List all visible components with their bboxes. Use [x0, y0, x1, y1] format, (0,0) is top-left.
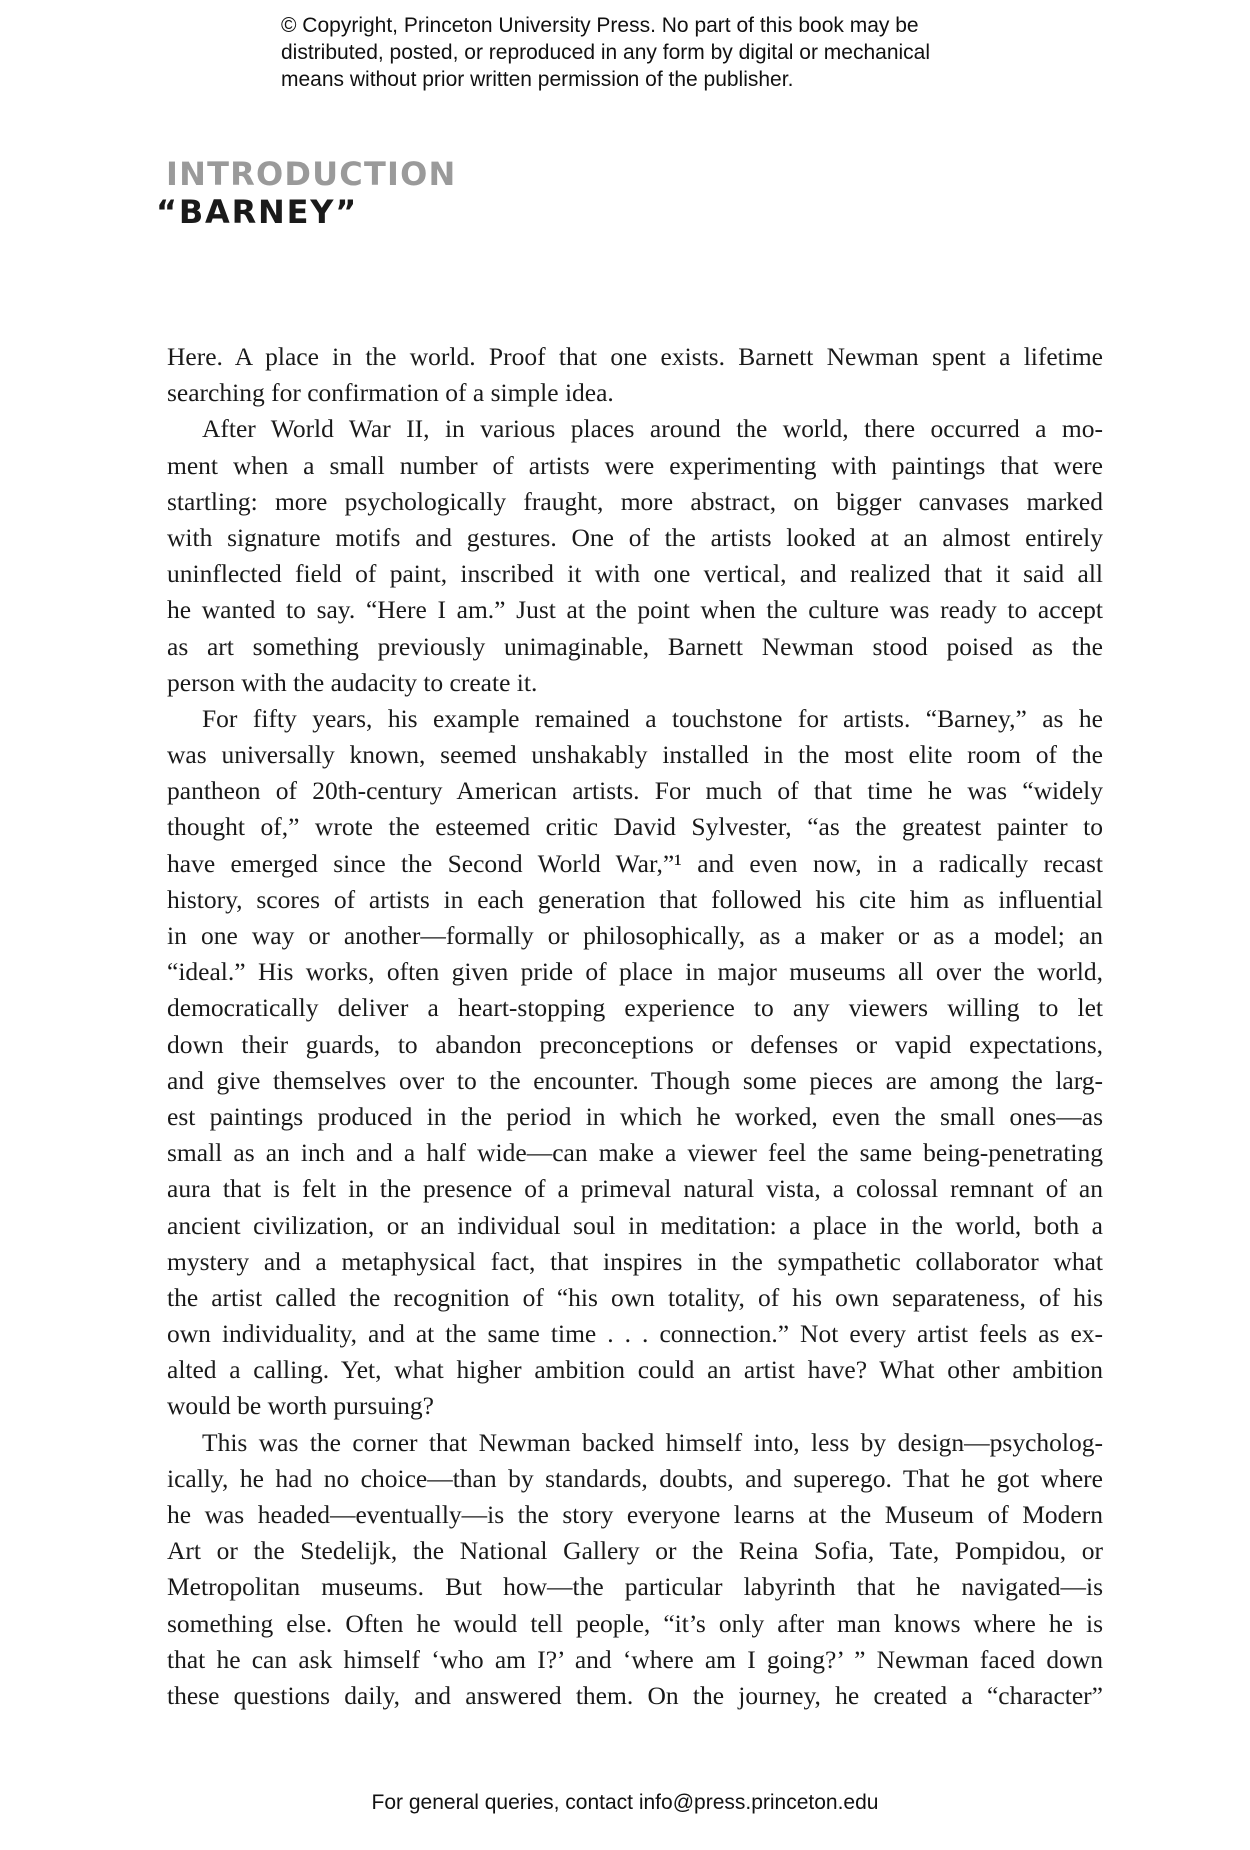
body-line: have emerged since the Second World War,”¹ and even now, in a radically recast — [167, 848, 1103, 878]
footer-contact: For general queries, contact info@press.princeton.edu — [371, 1791, 879, 1814]
body-line: alted a calling. Yet, what higher ambition could an artist have? What other ambition — [167, 1355, 1103, 1385]
body-line: in one way or another—formally or philosophically, as a maker or as a model; an — [167, 921, 1103, 950]
body-line: was universally known, seemed unshakably installed in the most elite room of the — [167, 740, 1103, 770]
body-line: uninflected field of paint, inscribed it with one vertical, and realized that it said all — [167, 559, 1103, 589]
body-line: mystery and a metaphysical fact, that inspires in the sympathetic collaborator what — [167, 1246, 1103, 1276]
body-line: aura that is felt in the presence of a primeval natural vista, a colossal remnant of an — [167, 1174, 1103, 1204]
copyright-line: means without prior written permission of the publisher. — [281, 68, 794, 91]
body-line: as art something previously unimaginable, Barnett Newman stood poised as the — [167, 631, 1103, 661]
body-line: own individuality, and at the same time . . . connection.” Not every artist feels as ex- — [167, 1319, 1103, 1349]
body-line: Art or the Stedelijk, the National Gallery or the Reina Sofia, Tate, Pompidou, or — [167, 1536, 1103, 1566]
body-line: searching for confirmation of a simple idea. — [167, 378, 614, 408]
body-line: that he can ask himself ‘who am I?’ and ‘where am I going?’ ” Newman faced down — [167, 1644, 1103, 1674]
body-line: down their guards, to abandon preconceptions or defenses or vapid expectations, — [167, 1029, 1103, 1059]
body-line: with signature motifs and gestures. One of the artists looked at an almost entirely — [167, 522, 1103, 552]
body-line: This was the corner that Newman backed himself into, less by design—psycholog- — [202, 1427, 1103, 1457]
body-line: ically, he had no choice—than by standards, doubts, and superego. That he got where — [167, 1463, 1103, 1493]
chapter-kicker: INTRODUCTION — [166, 155, 457, 193]
body-line: ment when a small number of artists were experimenting with paintings that were — [167, 450, 1103, 480]
body-line: person with the audacity to create it. — [167, 667, 538, 697]
body-line: thought of,” wrote the esteemed critic David Sylvester, “as the greatest painter to — [167, 812, 1103, 842]
copyright-line: © Copyright, Princeton University Press. No part of this book may be — [281, 14, 919, 37]
body-line: For fifty years, his example remained a touchstone for artists. “Barney,” as he — [202, 703, 1103, 733]
body-line: small as an inch and a half wide—can make a viewer feel the same being-penetrating — [167, 1138, 1103, 1168]
body-line: “ideal.” His works, often given pride of place in major museums all over the world, — [167, 957, 1103, 987]
body-line: these questions daily, and answered them. On the journey, he created a “character” — [167, 1680, 1103, 1710]
body-line: startling: more psychologically fraught, more abstract, on bigger canvases marked — [167, 486, 1103, 516]
copyright-line: distributed, posted, or reproduced in any form by digital or mechanical — [281, 41, 931, 64]
body-text — [167, 339, 1103, 1714]
body-line: something else. Often he would tell people, “it’s only after man knows where he is — [167, 1608, 1103, 1638]
body-line: After World War II, in various places around the world, there occurred a mo- — [202, 414, 1103, 444]
body-line: pantheon of 20th-century American artists. For much of that time he was “widely — [167, 776, 1103, 806]
body-line: democratically deliver a heart-stopping experience to any viewers willing to let — [167, 993, 1103, 1023]
body-line: history, scores of artists in each generation that followed his cite him as influential — [167, 884, 1103, 914]
body-line: the artist called the recognition of “his own totality, of his own separateness, of his — [167, 1282, 1103, 1312]
chapter-title: “BARNEY” — [156, 193, 359, 231]
body-line: and give themselves over to the encounter. Though some pieces are among the larg- — [167, 1065, 1103, 1095]
body-line: he wanted to say. “Here I am.” Just at the point when the culture was ready to accept — [167, 595, 1103, 625]
body-line: Here. A place in the world. Proof that one exists. Barnett Newman spent a lifetime — [167, 342, 1103, 371]
body-line: he was headed—eventually—is the story everyone learns at the Museum of Modern — [167, 1500, 1103, 1529]
body-line: est paintings produced in the period in which he worked, even the small ones—as — [167, 1101, 1103, 1131]
body-line: would be worth pursuing? — [167, 1391, 435, 1421]
body-line: ancient civilization, or an individual soul in meditation: a place in the world, both a — [167, 1210, 1103, 1240]
copyright-notice — [281, 12, 1041, 93]
body-line: Metropolitan museums. But how—the particular labyrinth that he navigated—is — [167, 1572, 1103, 1602]
